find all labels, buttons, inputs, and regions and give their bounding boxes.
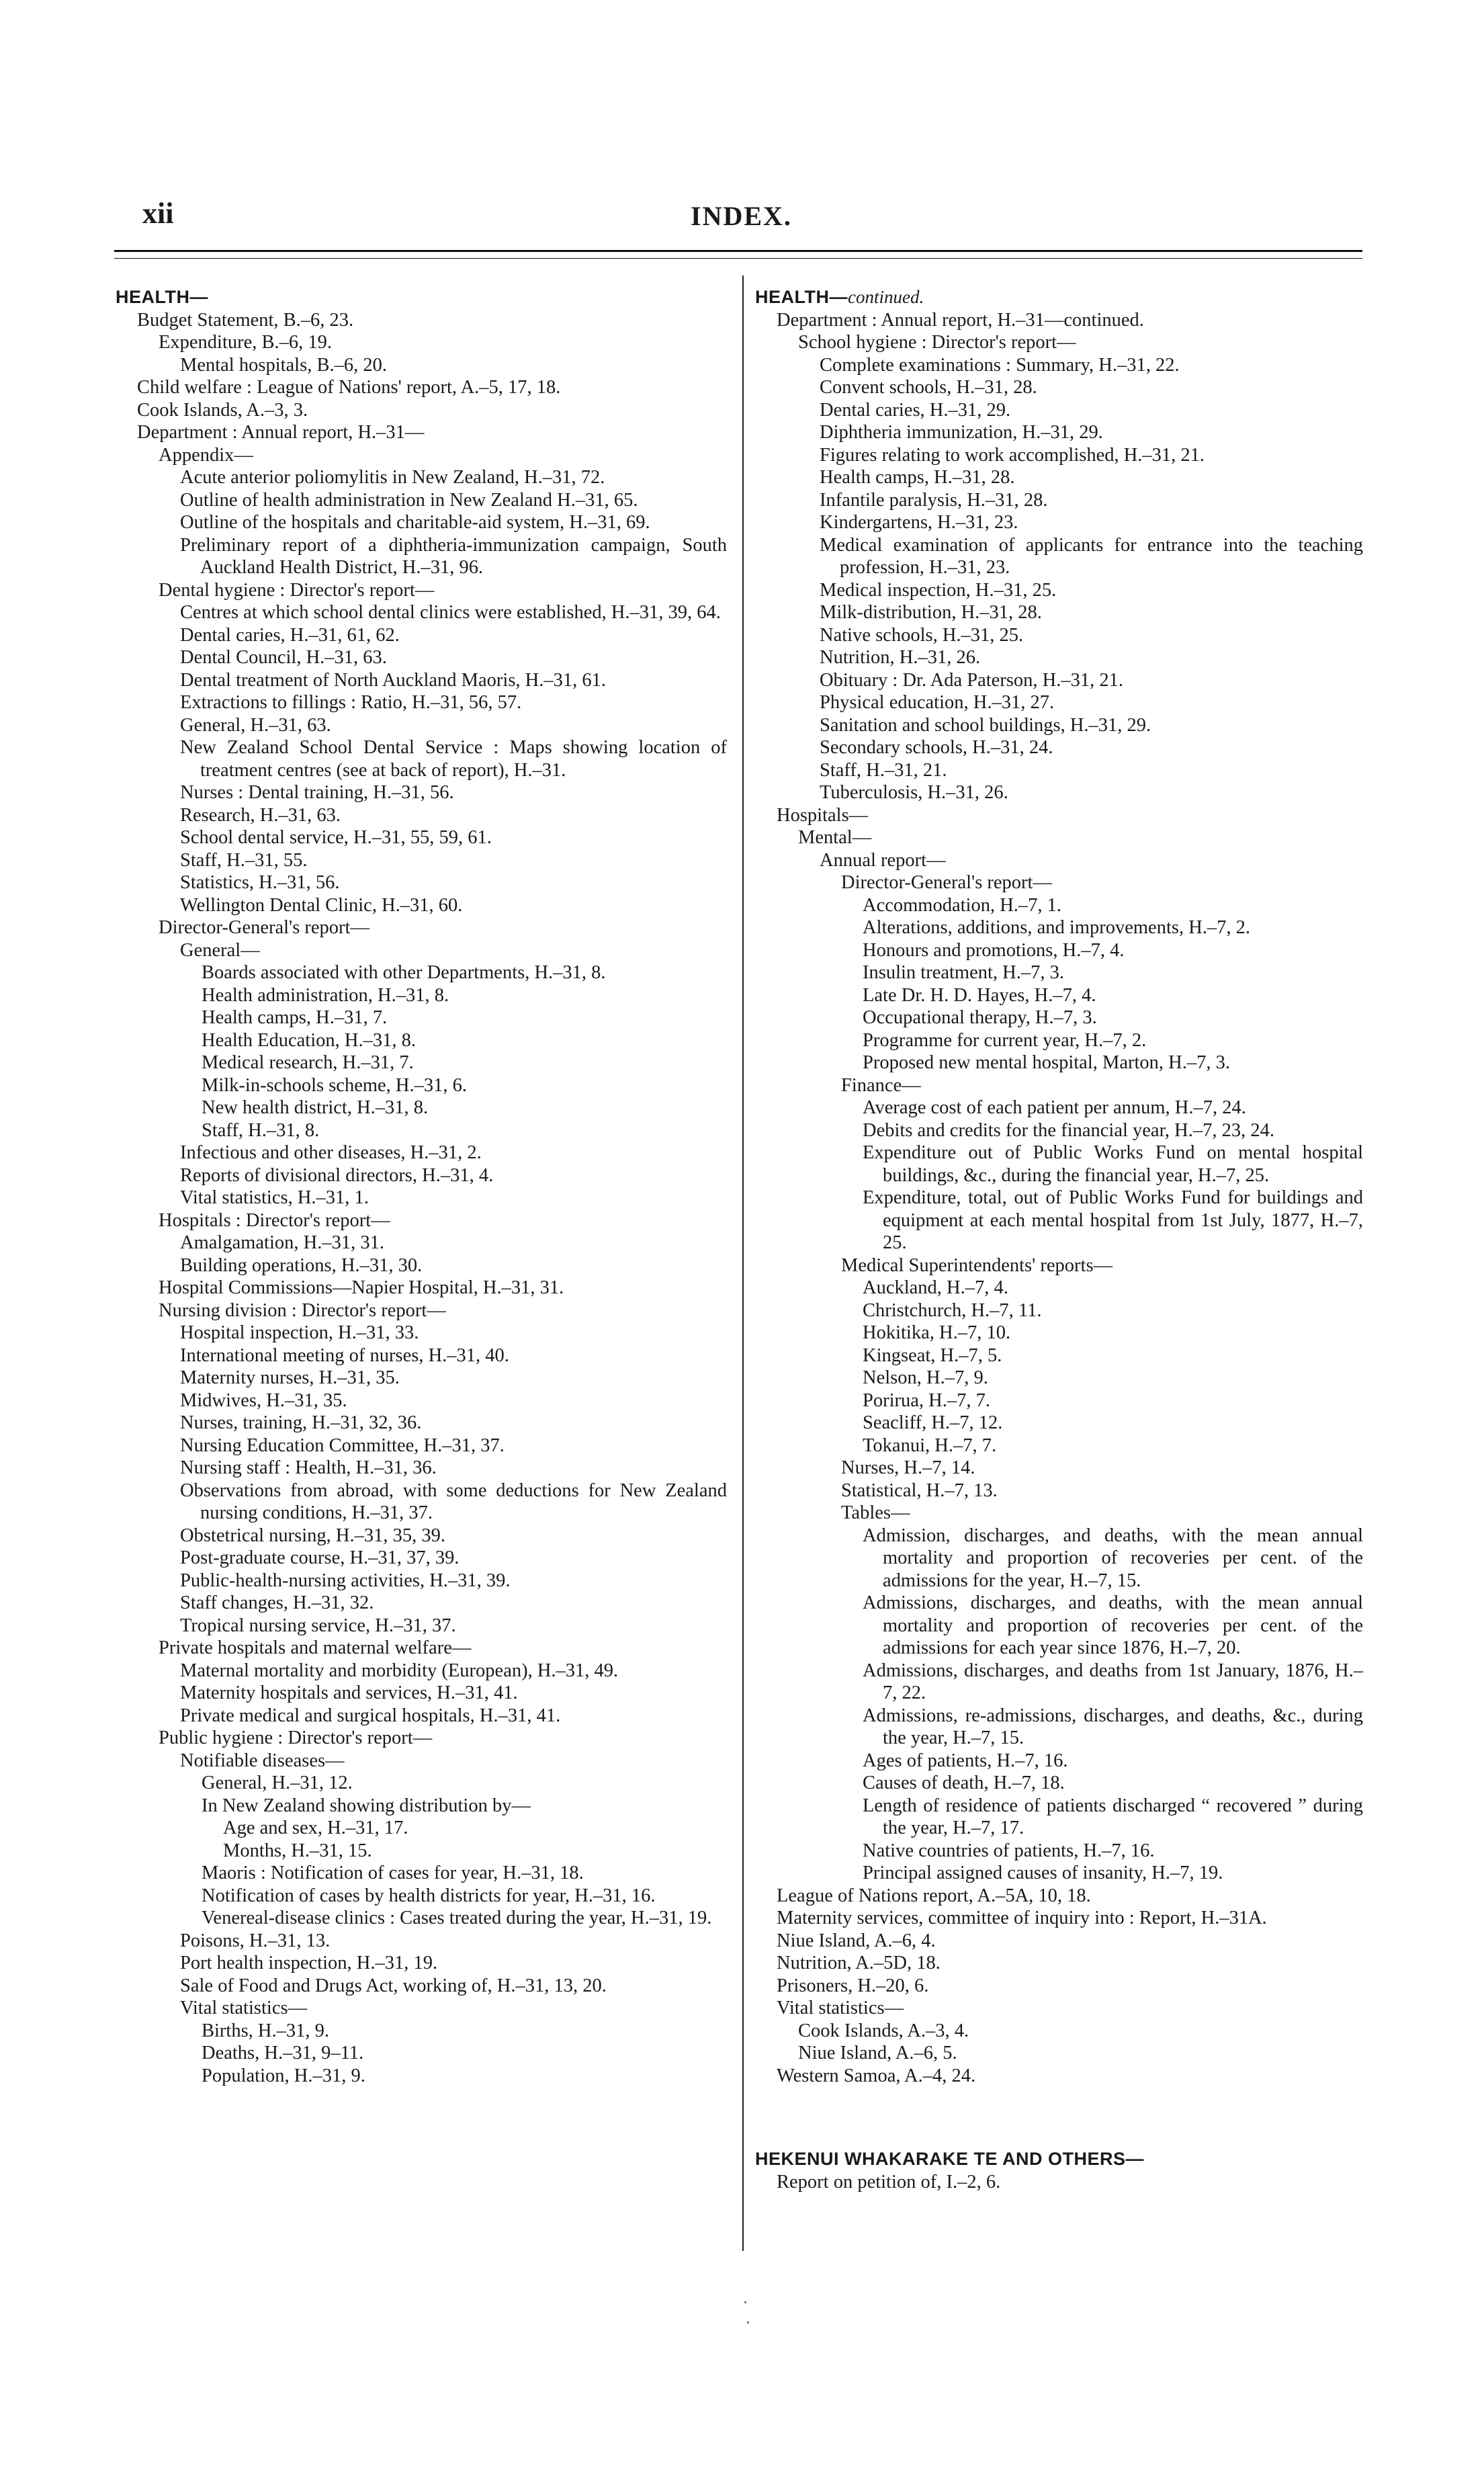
index-entry: Late Dr. H. D. Hayes, H.–7, 4. [863, 984, 1096, 1006]
index-column-left [116, 286, 727, 2087]
index-entry: Kingseat, H.–7, 5. [863, 1344, 1002, 1366]
index-heading [755, 286, 1363, 309]
index-entry: International meeting of nurses, H.–31, 40. [180, 1344, 509, 1366]
index-entry: Admissions, discharges, and deaths, with the mean annual mortality and proportion of recoveries per cent. of the admissions for each year since 1876, H.–7, 20. [863, 1592, 1363, 1658]
index-entry: Niue Island, A.–6, 5. [798, 2043, 957, 2063]
index-entry: Nurses, training, H.–31, 32, 36. [180, 1412, 422, 1433]
index-entry: Statistical, H.–7, 13. [841, 1480, 998, 1501]
index-entry: Expenditure out of Public Works Fund on mental hospital buildings, &c., during the financial year, H.–7, 25. [863, 1142, 1363, 1186]
index-entry: Population, H.–31, 9. [202, 2065, 365, 2086]
index-entry: Length of residence of patients discharged “ recovered ” during the year, H.–7, 17. [863, 1795, 1363, 1838]
index-entry: Native countries of patients, H.–7, 16. [863, 1840, 1155, 1861]
index-entry: Outline of health administration in New Zealand H.–31, 65. [180, 489, 638, 511]
index-heading-text: HEALTH— [116, 287, 208, 307]
index-entry: League of Nations report, A.–5A, 10, 18. [777, 1885, 1091, 1906]
index-entry: Causes of death, H.–7, 18. [863, 1773, 1065, 1793]
index-entry: Kindergartens, H.–31, 23. [820, 512, 1018, 533]
index-entry: Diphtheria immunization, H.–31, 29. [820, 422, 1103, 443]
index-entry: Prisoners, H.–20, 6. [777, 1975, 929, 1996]
index-entry: Nutrition, A.–5D, 18. [777, 1953, 941, 1973]
index-entry: Admissions, re-admissions, discharges, and deaths, &c., during the year, H.–7, 15. [863, 1705, 1363, 1748]
index-entry: Native schools, H.–31, 25. [820, 624, 1024, 646]
index-entry: Maternity hospitals and services, H.–31, 41. [180, 1682, 518, 1703]
index-entry: Dental Council, H.–31, 63. [180, 647, 387, 668]
index-entry: Hospitals— [777, 804, 869, 826]
index-entry: Mental— [798, 827, 872, 848]
index-entry: Hokitika, H.–7, 10. [863, 1322, 1011, 1343]
index-entry: Months, H.–31, 15. [223, 1840, 372, 1861]
index-entry: Figures relating to work accomplished, H.–31, 21. [820, 444, 1205, 466]
index-heading [116, 286, 727, 309]
index-entry: Reports of divisional directors, H.–31, 4. [180, 1164, 494, 1186]
index-entry: Occupational therapy, H.–7, 3. [863, 1007, 1097, 1028]
header-rule [114, 250, 1362, 252]
index-entry: Cook Islands, A.–3, 4. [798, 2020, 969, 2041]
index-entry: Accommodation, H.–7, 1. [863, 894, 1062, 916]
index-entry: In New Zealand showing distribution by— [202, 1795, 531, 1816]
index-entry: Admission, discharges, and deaths, with the mean annual mortality and proportion of recoveries per cent. of the admissions for the year, H.–7, 15. [863, 1525, 1363, 1591]
index-entry: Dental hygiene : Director's report— [159, 579, 435, 601]
index-entry: Notifiable diseases— [180, 1750, 345, 1771]
index-entry: Medical examination of applicants for entrance into the teaching profession, H.–31, 23. [820, 534, 1363, 578]
index-entry: Health camps, H.–31, 7. [202, 1007, 388, 1028]
page-number: xii [142, 197, 174, 230]
index-entry: Budget Statement, B.–6, 23. [137, 309, 354, 331]
index-entry: Obstetrical nursing, H.–31, 35, 39. [180, 1525, 445, 1546]
index-entry: Nursing division : Director's report— [159, 1299, 446, 1321]
stray-mark [744, 2301, 746, 2303]
index-entry: Hospital inspection, H.–31, 33. [180, 1322, 419, 1343]
index-entry: Convent schools, H.–31, 28. [820, 377, 1037, 398]
index-entry: Infantile paralysis, H.–31, 28. [820, 489, 1048, 511]
index-heading-text: HEALTH— [755, 287, 848, 307]
index-entry: Acute anterior poliomylitis in New Zealand, H.–31, 72. [180, 467, 605, 488]
index-entry: Sanitation and school buildings, H.–31, 29. [820, 714, 1151, 736]
index-entry: Maternity services, committee of inquiry into : Report, H.–31A. [777, 1908, 1267, 1928]
index-entry: Medical inspection, H.–31, 25. [820, 579, 1057, 601]
index-entry: Maternity nurses, H.–31, 35. [180, 1367, 400, 1388]
index-entry: Boards associated with other Departments, H.–31, 8. [202, 962, 606, 983]
continued-label: continued. [848, 287, 924, 307]
index-entry: Vital statistics— [777, 1998, 904, 2018]
index-entry: New health district, H.–31, 8. [202, 1097, 429, 1118]
index-entry: Nurses : Dental training, H.–31, 56. [180, 782, 454, 803]
index-entry: Vital statistics— [180, 1998, 308, 2018]
index-entry: Auckland, H.–7, 4. [863, 1277, 1008, 1298]
section-spacer [755, 2106, 1363, 2129]
index-entry: Average cost of each patient per annum, H.–7, 24. [863, 1097, 1246, 1118]
index-entry: Preliminary report of a diphtheria-immunization campaign, South Auckland Health District, H.–31, 96. [180, 534, 727, 578]
index-entry: Post-graduate course, H.–31, 37, 39. [180, 1547, 460, 1568]
index-entry: School hygiene : Director's report— [798, 332, 1076, 353]
index-entry: Private hospitals and maternal welfare— [159, 1637, 472, 1658]
index-entry: Outline of the hospitals and charitable-aid system, H.–31, 69. [180, 512, 650, 533]
index-entry: Milk-in-schools scheme, H.–31, 6. [202, 1074, 467, 1096]
index-entry: Mental hospitals, B.–6, 20. [180, 354, 387, 376]
index-entry: Alterations, additions, and improvements, H.–7, 2. [863, 917, 1251, 938]
index-entry: Insulin treatment, H.–7, 3. [863, 962, 1064, 983]
index-entry: Obituary : Dr. Ada Paterson, H.–31, 21. [820, 669, 1123, 691]
index-entry: Sale of Food and Drugs Act, working of, H.–31, 13, 20. [180, 1975, 607, 1996]
index-entry: Dental caries, H.–31, 61, 62. [180, 624, 400, 646]
index-entry: Niue Island, A.–6, 4. [777, 1930, 936, 1951]
index-entry: Public hygiene : Director's report— [159, 1727, 433, 1748]
index-heading [755, 2148, 1363, 2171]
index-entry: Health Education, H.–31, 8. [202, 1029, 416, 1051]
index-entry: Research, H.–31, 63. [180, 804, 341, 826]
index-entry: Staff, H.–31, 55. [180, 849, 308, 871]
index-entry: Health administration, H.–31, 8. [202, 984, 449, 1006]
index-entry: Medical research, H.–31, 7. [202, 1052, 414, 1073]
index-entry: Hospitals : Director's report— [159, 1209, 390, 1231]
index-entry: Observations from abroad, with some deductions for New Zealand nursing conditions, H.–31, 37. [180, 1480, 727, 1523]
index-entry: Staff changes, H.–31, 32. [180, 1592, 374, 1613]
index-entry: Cook Islands, A.–3, 3. [137, 399, 308, 421]
index-entry: Public-health-nursing activities, H.–31, 39. [180, 1570, 511, 1591]
index-entry: Dental caries, H.–31, 29. [820, 399, 1011, 421]
index-entry: Medical Superintendents' reports— [841, 1254, 1113, 1276]
index-entry: Nelson, H.–7, 9. [863, 1367, 988, 1388]
index-entry: Births, H.–31, 9. [202, 2020, 330, 2041]
index-entry: Director-General's report— [841, 872, 1052, 893]
index-entry: Maoris : Notification of cases for year, H.–31, 18. [202, 1863, 584, 1883]
index-entry: Nursing staff : Health, H.–31, 36. [180, 1457, 437, 1478]
index-entry: Ages of patients, H.–7, 16. [863, 1750, 1068, 1771]
index-entry: Poisons, H.–31, 13. [180, 1930, 331, 1951]
index-entry: Western Samoa, A.–4, 24. [777, 2065, 976, 2086]
index-entry: Proposed new mental hospital, Marton, H.–7, 3. [863, 1052, 1230, 1073]
index-entry: Christchurch, H.–7, 11. [863, 1299, 1042, 1321]
header-rule-thin [114, 258, 1362, 259]
index-entry: Maternal mortality and morbidity (European), H.–31, 49. [180, 1660, 619, 1681]
index-entry: School dental service, H.–31, 55, 59, 61. [180, 827, 492, 848]
index-heading-text: HEKENUI WHAKARAKE TE AND OTHERS— [755, 2149, 1145, 2169]
index-entry: Dental treatment of North Auckland Maoris, H.–31, 61. [180, 669, 606, 691]
index-entry: Port health inspection, H.–31, 19. [180, 1953, 438, 1973]
index-entry: Appendix— [159, 444, 253, 466]
index-entry: Venereal-disease clinics : Cases treated during the year, H.–31, 19. [202, 1908, 712, 1928]
index-entry: Department : Annual report, H.–31— [137, 422, 425, 443]
index-entry: Tables— [841, 1502, 910, 1523]
index-entry: Admissions, discharges, and deaths from 1st January, 1876, H.–7, 22. [863, 1660, 1363, 1703]
index-entry: Building operations, H.–31, 30. [180, 1254, 423, 1276]
index-entry: New Zealand School Dental Service : Maps showing location of treatment centres (see at back of report), H.–31. [180, 737, 727, 781]
index-entry: Vital statistics, H.–31, 1. [180, 1187, 369, 1208]
index-entry: Annual report— [820, 849, 946, 871]
index-entry: Tokanui, H.–7, 7. [863, 1435, 997, 1456]
index-entry: Extractions to fillings : Ratio, H.–31, 56, 57. [180, 692, 522, 713]
index-entry: Nurses, H.–7, 14. [841, 1457, 975, 1478]
index-entry: Debits and credits for the financial year, H.–7, 23, 24. [863, 1119, 1275, 1141]
index-entry: Honours and promotions, H.–7, 4. [863, 939, 1125, 961]
index-entry: Staff, H.–31, 8. [202, 1119, 320, 1141]
index-entry: Statistics, H.–31, 56. [180, 872, 340, 893]
index-entry: Complete examinations : Summary, H.–31, 22. [820, 354, 1180, 376]
index-entry: Hospital Commissions—Napier Hospital, H.–31, 31. [159, 1277, 564, 1298]
index-entry: Health camps, H.–31, 28. [820, 467, 1015, 488]
index-entry: Programme for current year, H.–7, 2. [863, 1029, 1147, 1051]
index-entry: General, H.–31, 12. [202, 1773, 353, 1793]
index-entry: Deaths, H.–31, 9–11. [202, 2043, 364, 2063]
column-divider [742, 275, 744, 2251]
index-column-right [755, 286, 1363, 2193]
index-entry: Child welfare : League of Nations' report, A.–5, 17, 18. [137, 377, 561, 398]
index-entry: Porirua, H.–7, 7. [863, 1390, 990, 1411]
page-title: INDEX. [691, 201, 792, 231]
index-entry: Director-General's report— [159, 917, 369, 938]
index-entry: Expenditure, B.–6, 19. [159, 332, 333, 353]
index-entry: Notification of cases by health districts for year, H.–31, 16. [202, 1885, 656, 1906]
index-entry: Finance— [841, 1074, 921, 1096]
index-entry: Staff, H.–31, 21. [820, 759, 947, 781]
index-entry: Amalgamation, H.–31, 31. [180, 1232, 384, 1253]
index-entry: Centres at which school dental clinics were established, H.–31, 39, 64. [180, 602, 721, 623]
index-entry: Nursing Education Committee, H.–31, 37. [180, 1435, 505, 1456]
index-entry: Private medical and surgical hospitals, H.–31, 41. [180, 1705, 561, 1726]
index-entry: Report on petition of, I.–2, 6. [777, 2171, 1001, 2192]
index-entry: Midwives, H.–31, 35. [180, 1390, 347, 1411]
stray-mark [747, 2321, 749, 2323]
index-entry: Secondary schools, H.–31, 24. [820, 737, 1053, 758]
index-entry: Principal assigned causes of insanity, H.–7, 19. [863, 1863, 1223, 1883]
index-entry: Physical education, H.–31, 27. [820, 692, 1055, 713]
index-entry: Expenditure, total, out of Public Works Fund for buildings and equipment at each mental hospital from 1st July, 1877, H.–7, 25. [863, 1187, 1363, 1253]
index-entry: Wellington Dental Clinic, H.–31, 60. [180, 894, 463, 916]
index-entry: Tropical nursing service, H.–31, 37. [180, 1615, 456, 1636]
index-entry: Nutrition, H.–31, 26. [820, 647, 981, 668]
index-entry: Seacliff, H.–7, 12. [863, 1412, 1003, 1433]
index-entry: Tuberculosis, H.–31, 26. [820, 782, 1008, 803]
index-entry: Milk-distribution, H.–31, 28. [820, 602, 1042, 623]
index-entry: Infectious and other diseases, H.–31, 2. [180, 1142, 482, 1163]
index-entry: Age and sex, H.–31, 17. [223, 1818, 408, 1838]
index-entry: General— [180, 939, 260, 961]
index-entry: Department : Annual report, H.–31—continued. [777, 309, 1144, 331]
index-entry: General, H.–31, 63. [180, 714, 331, 736]
